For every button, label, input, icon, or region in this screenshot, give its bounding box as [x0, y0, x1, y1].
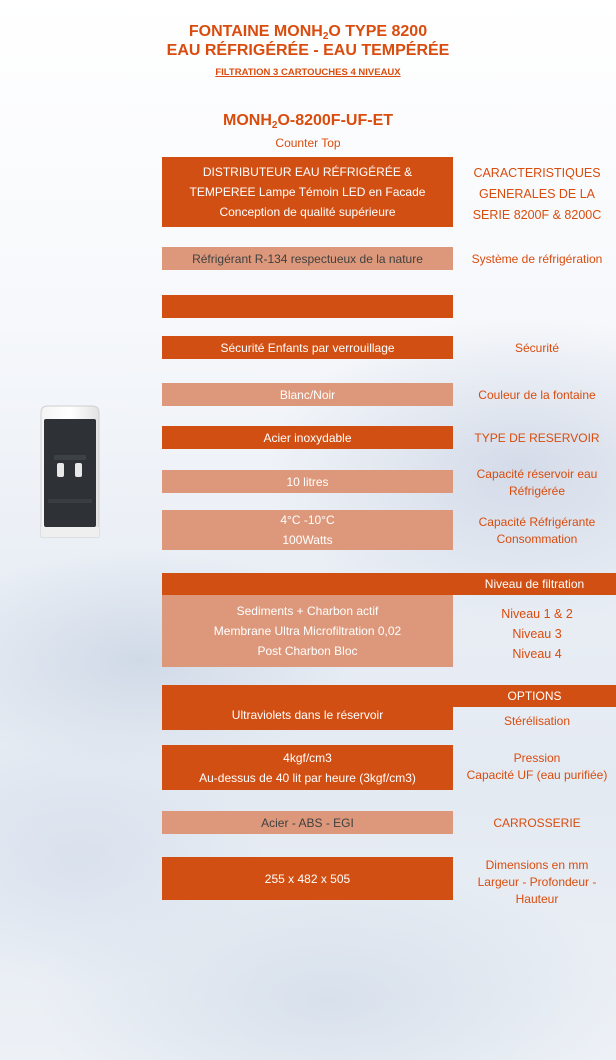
page-title-line1: FONTAINE $MONH_2O$ TYPE 8200: [188, 23, 428, 42]
security-value: Sécurité Enfants par verrouillage: [162, 336, 453, 359]
color-label: Couleur de la fontaine: [478, 387, 596, 402]
body-material-label: CARROSSERIE: [493, 815, 581, 830]
cooling-capacity-label: Capacité Réfrigérante Consommation: [478, 515, 596, 546]
model-name: $MONH_2O-8200F-UF-ET$: [222, 112, 394, 131]
general-characteristics-label: CARACTERISTIQUES GENERALES DE LA SERIE 8200F & 8200C: [472, 165, 602, 222]
cooling-capacity-value: 4°C -10°C 100Watts: [162, 510, 453, 550]
security-label: Sécurité: [514, 340, 560, 355]
dimensions-value: 255 x 482 x 505: [162, 857, 453, 900]
pressure-value: 4kgf/cm3 Au-dessus de 40 lit par heure (3kgf/cm3): [162, 745, 453, 790]
body-material-value: Acier - ABS - EGI: [162, 811, 453, 834]
general-characteristics-value: DISTRIBUTEUR EAU RÉFRIGÉRÉE & TEMPEREE Lampe Témoin LED en Facade Conception de qualité supérieure: [162, 157, 453, 227]
filtration-header: Niveau de filtration: [453, 573, 616, 595]
filtration-levels-label: Niveau 1 & 2 Niveau 3 Niveau 4: [501, 607, 573, 661]
color-value: Blanc/Noir: [162, 383, 453, 406]
model-type: Counter Top: [275, 136, 341, 150]
uv-value: Ultraviolets dans le réservoir: [162, 685, 453, 730]
reservoir-capacity-label: Capacité réservoir eau Réfrigérée: [476, 467, 598, 498]
dimensions-label: Dimensions en mm Largeur - Profondeur - Hauteur: [477, 857, 597, 906]
reservoir-capacity-value: 10 litres: [162, 470, 453, 493]
filtration-header-bar: [162, 573, 453, 595]
filtration-subtitle-link[interactable]: FILTRATION 3 CARTOUCHES 4 NIVEAUX: [215, 67, 401, 78]
reservoir-type-value: Acier inoxydable: [162, 426, 453, 449]
sterilisation-label: Stérélisation: [503, 713, 571, 728]
options-header: OPTIONS: [453, 685, 616, 707]
pressure-label: Pression Capacité UF (eau purifiée): [466, 751, 608, 782]
reservoir-type-label: TYPE DE RESERVOIR: [474, 430, 600, 445]
refrigeration-label: Système de réfrigération: [471, 251, 603, 266]
filtration-value: Sediments + Charbon actif Membrane Ultra Microfiltration 0,02 Post Charbon Bloc: [162, 595, 453, 667]
refrigeration-value: Réfrigérant R-134 respectueux de la nature: [162, 247, 453, 270]
page-title-line2: EAU RÉFRIGÉRÉE - EAU TEMPÉRÉE: [166, 42, 450, 59]
water-dispenser-product-image: [39, 405, 101, 538]
empty-bar: [162, 295, 453, 318]
